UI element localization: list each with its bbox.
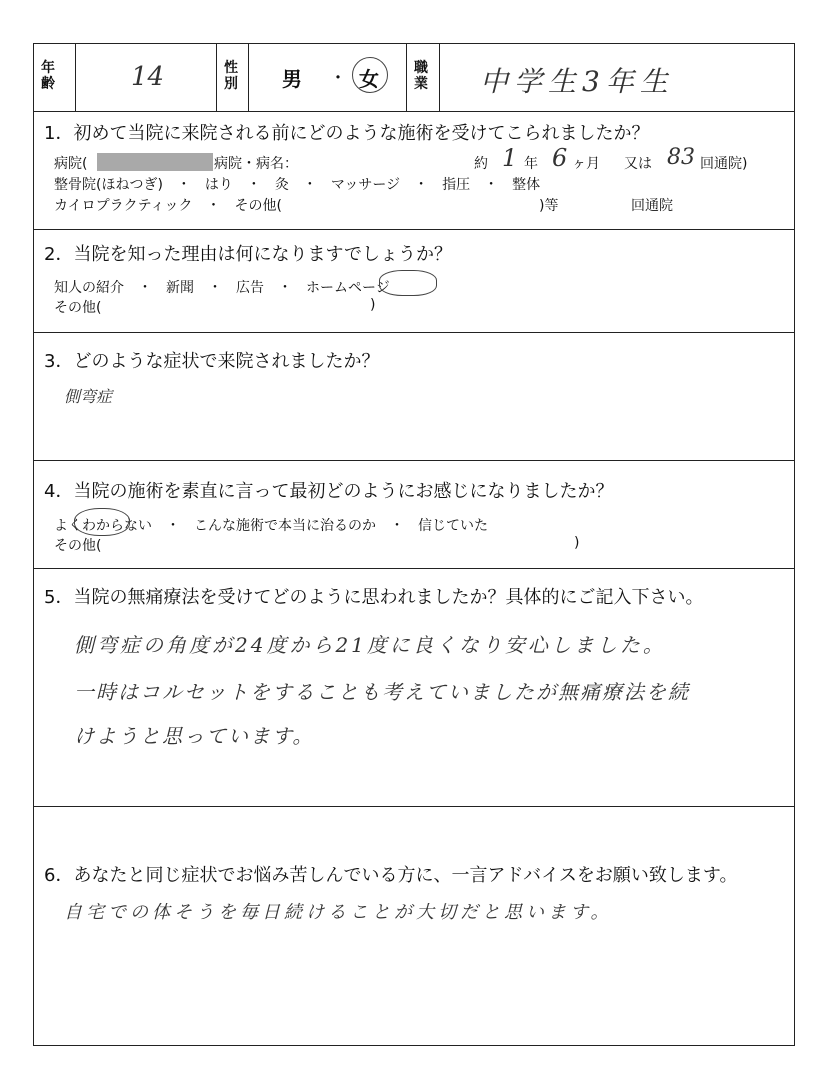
q5-answer-line3[interactable]: けようと思っています。 — [74, 724, 315, 748]
q4-other-label: その他( — [54, 538, 102, 554]
q4-other-end: ) — [574, 535, 580, 551]
q4-impression-options: よくわからない ・ こんな施術で本当に治るのか ・ 信じていた — [54, 518, 488, 534]
redacted-hospital-name — [97, 153, 213, 171]
gender-female-option[interactable]: 女 — [359, 67, 379, 91]
questionnaire-sheet — [33, 43, 795, 1046]
section-q1 — [34, 111, 794, 230]
q1-years-value[interactable]: 1 — [502, 144, 518, 172]
q1-years-label: 年 — [524, 156, 538, 172]
gender-label-cell — [217, 44, 249, 111]
gender-male-option[interactable]: 男 — [282, 67, 302, 91]
q1-question: 1．初めて当院に来院される前にどのような施術を受けてこられましたか？ — [44, 123, 650, 144]
occupation-value-cell — [440, 44, 794, 111]
section-q4 — [34, 461, 794, 569]
q1-other-end: )等 — [539, 198, 559, 214]
q2-source-options: 知人の紹介 ・ 新聞 ・ 広告 ・ ホームページ — [54, 280, 390, 296]
gender-selected-circle — [352, 57, 388, 93]
age-label-cell — [34, 44, 76, 111]
q3-question: 3．どのような症状で来院されましたか？ — [44, 351, 380, 372]
q2-other-end: ) — [370, 297, 376, 313]
occupation-label: 職業 — [414, 60, 428, 92]
q5-answer-line1[interactable]: 側弯症の角度が24度から21度に良くなり安心しました。 — [74, 633, 666, 657]
q1-months-value[interactable]: 6 — [552, 144, 568, 172]
q1-other-options: カイロプラクティック ・ その他( — [54, 198, 282, 214]
q1-visits-label: 回通院) — [700, 156, 748, 172]
age-value-cell — [76, 44, 217, 111]
header-row — [34, 44, 794, 112]
age-label: 年齢 — [41, 60, 55, 92]
age-value[interactable]: 14 — [131, 62, 165, 92]
gender-separator: ・ — [329, 68, 347, 89]
q5-answer-line2[interactable]: 一時はコルセットをすることも考えていましたが無痛療法を続 — [74, 680, 690, 704]
q1-hospital-prefix: 病院( — [54, 156, 88, 172]
q1-or-label: 又は — [624, 156, 652, 172]
q6-answer[interactable]: 自宅での体そうを毎日続けることが大切だと思います。 — [64, 902, 613, 923]
q1-months-label: ヶ月 — [572, 156, 600, 172]
q6-question: 6．あなたと同じ症状でお悩み苦しんでいる方に、一言アドバイスをお願い致します。 — [44, 865, 738, 886]
q1-treatment-options: 整骨院(ほねつぎ) ・ はり ・ 灸 ・ マッサージ ・ 指圧 ・ 整体 — [54, 177, 541, 193]
section-q6 — [34, 807, 794, 1045]
section-q2 — [34, 230, 794, 333]
occupation-label-cell — [407, 44, 440, 111]
gender-options-cell — [249, 44, 407, 111]
q2-question: 2．当院を知った理由は何になりますでしょうか？ — [44, 244, 452, 265]
q1-other-visits-label: 回通院 — [631, 198, 673, 214]
q4-selected-circle — [74, 508, 130, 536]
section-q3 — [34, 333, 794, 461]
q4-question: 4．当院の施術を素直に言って最初どのようにお感じになりましたか？ — [44, 481, 614, 502]
section-q5 — [34, 569, 794, 807]
q1-approx-label: 約 — [474, 156, 488, 172]
q3-answer[interactable]: 側弯症 — [64, 387, 113, 406]
q1-visits-value[interactable]: 83 — [667, 145, 695, 170]
q5-question: 5．当院の無痛療法を受けてどのように思われましたか？具体的にご記入下さい。 — [44, 587, 704, 608]
q2-selected-circle — [379, 270, 437, 296]
q2-other-label: その他( — [54, 300, 102, 316]
gender-label: 性別 — [224, 60, 238, 92]
q1-hospital-disease-label: 病院・病名： — [214, 156, 298, 172]
occupation-value[interactable]: 中学生3年生 — [480, 65, 674, 98]
